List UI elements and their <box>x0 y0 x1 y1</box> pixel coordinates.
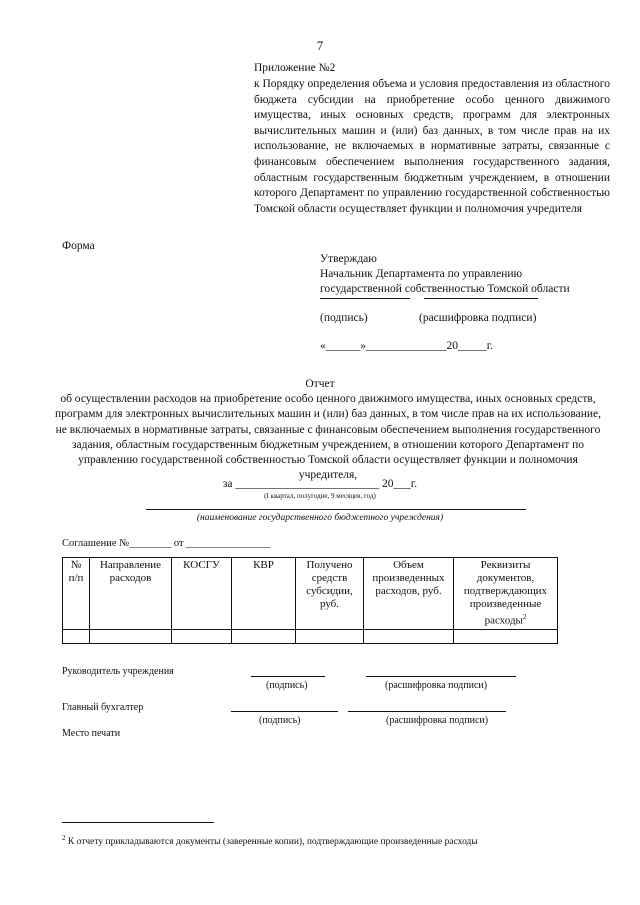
table-header-row <box>63 558 558 630</box>
report-period-caption: (I квартал, полугодие, 9 месяцев, год) <box>264 492 376 500</box>
report-period-line: за _________________________ 20___г. <box>222 478 418 490</box>
form-label: Форма <box>62 240 95 252</box>
head-label: Руководитель учреждения <box>62 666 174 677</box>
approver-decoding-line <box>424 298 538 299</box>
head-decoding-caption: (расшифровка подписи) <box>385 680 488 691</box>
approval-date-line: «______»______________20_____г. <box>320 340 494 352</box>
head-decoding-line <box>366 676 516 677</box>
report-body: об осуществлении расходов на приобретение особо ценного движимого имущества, иных основных средств, программ для электронных вычислительных машин и (или) баз данных, в том числе прав на их использование, не включаемых в нормативные затраты, связанные с финансовым обеспечением выполнения государственного задания, областным государственным бюджетным учреждением, в отношении которого Департамент по управлению государственной собственностью Томской области осуществляет функции и полномочия учредителя, <box>54 393 601 482</box>
header-cell-documents-text: Реквизиты документов, подтверждающих произведенные расходы <box>463 559 548 627</box>
approver-position-line-1: Начальник Департамента по управлению <box>320 268 523 280</box>
accountant-signature-caption: (подпись) <box>259 715 301 726</box>
annex-title: Приложение №2 <box>254 62 336 74</box>
table-row <box>63 629 558 643</box>
header-cell-direction: Направление расходов <box>90 558 172 630</box>
table-cell[interactable] <box>454 629 558 643</box>
approver-position-line-2: государственной собственностью Томской области <box>320 283 570 295</box>
head-signature-caption: (подпись) <box>266 680 308 691</box>
footnote-mark-bottom: 2 <box>62 834 66 842</box>
table-cell[interactable] <box>90 629 172 643</box>
approver-signature-caption: (подпись) <box>320 312 368 324</box>
table-cell[interactable] <box>63 629 90 643</box>
footnote <box>62 834 478 847</box>
header-cell-expenses: Объем произведенных расходов, руб. <box>364 558 454 630</box>
accountant-decoding-line <box>348 711 506 712</box>
expenses-table <box>62 557 558 644</box>
approver-signature-line <box>320 298 410 299</box>
annex-body: к Порядку определения объема и условия предоставления из областного бюджета субсидии на приобретение особо ценного движимого имущества, иных основных средств, программ для электронных вычислительных машин и (или) баз данных, в том числе прав на их использование, не включаемых в нормативные затраты, связанные с финансовым обеспечением выполнения государственного задания, областным государственным бюджетным учреждением, в отношении которого Департамент по управлению государственной собственностью Томской области осуществляет функции и полномочия учредителя <box>254 78 610 215</box>
table-cell[interactable] <box>364 629 454 643</box>
table-cell[interactable] <box>172 629 232 643</box>
header-cell-received: Получено средств субсидии, руб. <box>296 558 364 630</box>
header-cell-kosgu: КОСГУ <box>172 558 232 630</box>
head-signature-line <box>251 676 325 677</box>
approver-decoding-caption: (расшифровка подписи) <box>419 312 537 324</box>
report-title: Отчет <box>305 378 335 390</box>
accountant-label: Главный бухгалтер <box>62 702 144 713</box>
table-cell[interactable] <box>296 629 364 643</box>
institution-name-line <box>146 509 526 510</box>
header-cell-number: № п/п <box>63 558 90 630</box>
footnote-text: К отчету прикладываются документы (заверенные копии), подтверждающие произведенные расходы <box>65 837 478 848</box>
header-cell-documents <box>454 558 558 630</box>
page-number: 7 <box>316 38 324 53</box>
table-cell[interactable] <box>232 629 296 643</box>
header-cell-kvr: КВР <box>232 558 296 630</box>
footnote-separator <box>62 822 214 823</box>
agreement-line: Соглашение №________ от ________________ <box>62 538 271 549</box>
accountant-signature-line <box>231 711 338 712</box>
seal-label: Место печати <box>62 728 121 739</box>
institution-caption: (наименование государственного бюджетного учреждения) <box>196 513 444 523</box>
approve-label: Утверждаю <box>320 253 377 265</box>
footnote-mark: 2 <box>522 613 527 621</box>
accountant-decoding-caption: (расшифровка подписи) <box>386 715 489 726</box>
